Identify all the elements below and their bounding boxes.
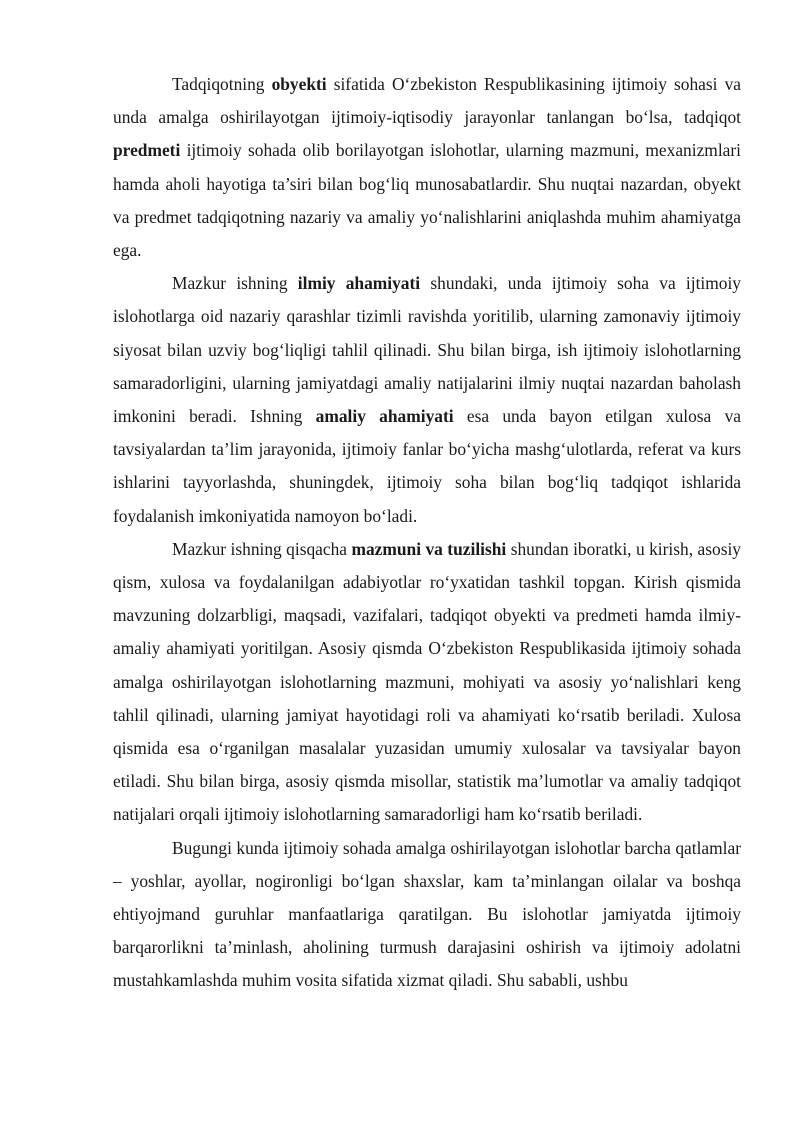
term-obyekti: obyekti xyxy=(271,74,327,94)
text-run: shundan iboratki, u kirish, asosiy qism, xulosa va foydalanilgan adabiyotlar ro‘yxatidan tashkil topgan. Kirish qismida mavzuning dolzarbligi, maqsadi, vazifalari, tadqiqot obyekti va predmeti hamda ilmiy-amaliy ahamiyati yoritilgan. Asosiy qismda O‘zbekiston Respublikasida ijtimoiy sohada amalga oshirilayotgan islohotlarning mazmuni, mohiyati va asosiy yo‘nalishlari keng tahlil qilinadi, ularning jamiyat hayotidagi roli va ahamiyati ko‘rsatib beriladi. Xulosa qismida esa o‘rganilgan masalalar yuzasidan umumiy xulosalar va tavsiyalar bayon etiladi. Shu bilan birga, asosiy qismda misollar, statistik ma’lumotlar va amaliy tadqiqot natijalari orqali ijtimoiy islohotlarning samaradorligi ham ko‘rsatib beriladi. xyxy=(113,538,741,825)
term-ilmiy-ahamiyati: ilmiy ahamiyati xyxy=(297,273,421,294)
text-run: shundaki, unda ijtimoiy soha va ijtimoiy islohotlarga oid nazariy qarashlar tizimli ravishda yoritilib, ularning zamonaviy ijtimoiy siyosat bilan uzviy bog‘liqligi tahlil qilinadi. Shu bilan birga, ish ijtimoiy islohotlarning samaradorligini, ularning jamiyatdagi amaliy natijalarini ilmiy nuqtai nazardan baholash imkonini beradi. Ishning xyxy=(113,273,741,427)
text-run: Tadqiqotning xyxy=(172,74,272,94)
paragraph-object-subject xyxy=(113,68,741,267)
paragraph-significance xyxy=(113,267,741,533)
term-amaliy-ahamiyati: amaliy ahamiyati xyxy=(315,406,454,427)
paragraph-reforms-today xyxy=(113,832,741,998)
text-run: Bugungi kunda ijtimoiy sohada amalga oshirilayotgan islohotlar barcha qatlamlar – yoshlar, ayollar, nogironligi bo‘lgan shaxslar, kam ta’minlangan oilalar va boshqa ehtiyojmand guruhlar manfaatlariga qaratilgan. Bu islohotlar jamiyatda ijtimoiy barqarorlikni ta’minlash, aholining turmush darajasini oshirish va ijtimoiy adolatni mustahkamlashda muhim vosita sifatida xizmat qiladi. Shu sababli, ushbu xyxy=(113,837,741,991)
text-run: esa unda bayon etilgan xulosa va tavsiyalardan ta’lim jarayonida, ijtimoiy fanlar bo‘yicha mashg‘ulotlarda, referat va kurs ishlarini tayyorlashda, shuningdek, ijtimoiy soha bilan bog‘liq tadqiqot ishlarida foydalanish imkoniyatida namoyon bo‘ladi. xyxy=(113,406,741,526)
term-mazmuni-va-tuzilishi: mazmuni va tuzilishi xyxy=(351,538,507,559)
text-run: Mazkur ishning qisqacha xyxy=(172,538,352,559)
paragraph-structure xyxy=(113,533,741,832)
text-run: Mazkur ishning xyxy=(172,273,298,294)
term-predmeti: predmeti xyxy=(113,140,181,161)
text-run: ijtimoiy sohada olib borilayotgan islohotlar, ularning mazmuni, mexanizmlari hamda aholi hayotiga ta’siri bilan bog‘liq munosabatlardir. Shu nuqtai nazardan, obyekt va predmet tadqiqotning nazariy va amaliy yo‘nalishlarini aniqlashda muhim ahamiyatga ega. xyxy=(113,140,741,261)
document-page xyxy=(113,68,741,998)
text-run: sifatida O‘zbekiston Respublikasining ijtimoiy sohasi va unda amalga oshirilayotgan ijtimoiy-iqtisodiy jarayonlar tanlangan bo‘lsa, tadqiqot xyxy=(113,74,741,128)
